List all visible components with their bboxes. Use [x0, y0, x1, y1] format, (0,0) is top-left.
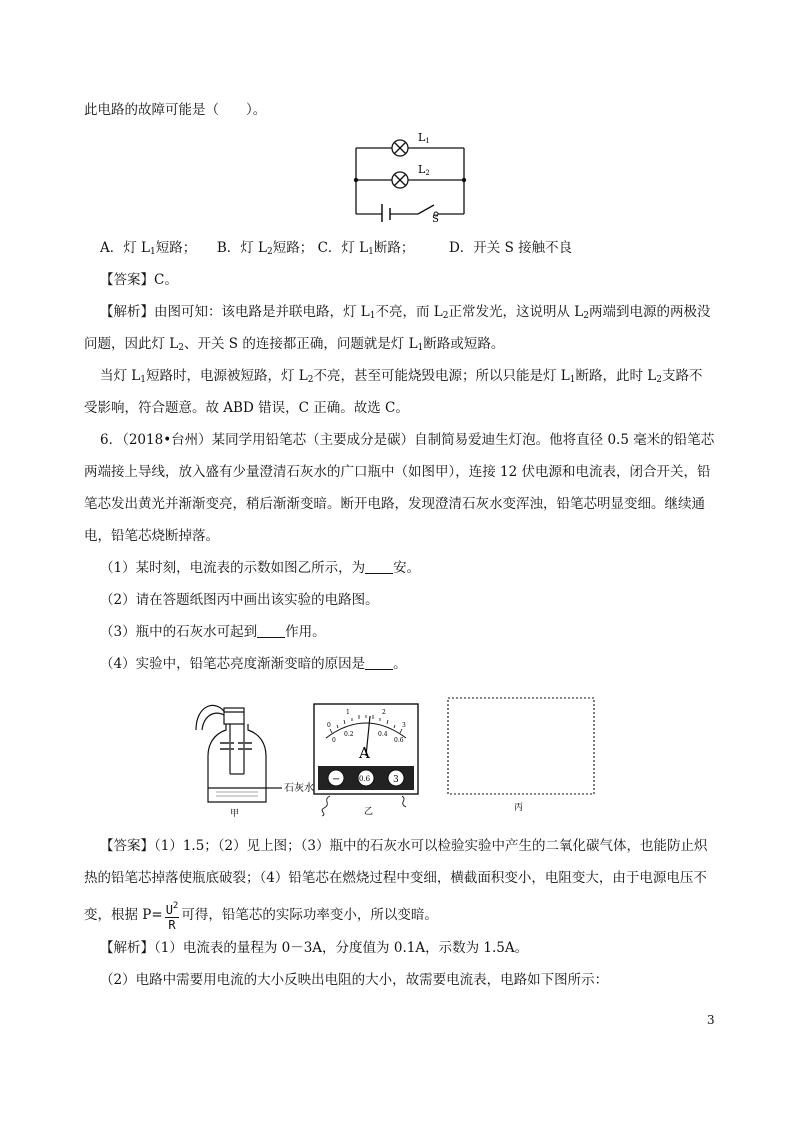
q6-stem-line1: 6．（2018•台州）某同学用铅笔芯（主要成分是碳）自制简易爱迪生灯泡。他将直径 0.5 毫米的铅笔芯	[100, 432, 715, 448]
q5-options	[100, 238, 572, 262]
answer-blank	[257, 623, 285, 638]
option-c: C．灯 $L_1$断路；	[317, 240, 415, 257]
q6-analysis-line1: 【解析】（1）电流表的量程为 0－3A，分度值为 0.1A，示数为 1.5A。	[100, 940, 529, 956]
svg-text:−: −	[332, 774, 341, 785]
svg-text:1: 1	[346, 709, 350, 716]
ammeter-icon	[314, 704, 418, 794]
q6-sub1: （1）某时刻，电流表的示数如图乙所示，为 安。	[100, 560, 421, 576]
svg-text:3: 3	[402, 722, 406, 729]
option-a: A．灯 $L_1$短路；	[100, 240, 197, 257]
q6-stem-line4: 电，铅笔芯烧断掉落。	[84, 528, 219, 544]
q6-analysis-line2: （2）电路中需要用电流的大小反映出电阻的大小，故需要电流表，电路如下图所示：	[100, 972, 609, 988]
q6-sub4: （4）实验中，铅笔芯亮度渐渐变暗的原因是 。	[100, 656, 407, 672]
q5-analysis-line4: 受影响，符合题意。故 ABD 错误，C 正确。故选 C。	[84, 400, 409, 416]
svg-text:S: S	[432, 214, 439, 222]
option-b: B．灯 $L_2$短路；	[216, 240, 314, 257]
meter-letter: A	[359, 744, 370, 762]
q6-figure	[186, 690, 606, 820]
figure-jia-label: 甲	[230, 809, 240, 819]
circuit-drawing-box	[448, 698, 594, 794]
svg-text:2: 2	[382, 709, 386, 716]
q5-stem: 此电路的故障可能是（ ）。	[84, 102, 267, 118]
svg-text:0.2: 0.2	[344, 731, 354, 738]
q5-answer: 【答案】C。	[100, 272, 178, 288]
figure-bing-label: 丙	[514, 803, 524, 813]
flask-jar-icon	[196, 705, 282, 802]
q6-stem-line3: 笔芯发出黄光并渐渐变亮，稍后渐渐变暗。断开电路，发现澄清石灰水变浑浊，铅笔芯明显变细。继续通	[84, 496, 705, 512]
q5-analysis-line3: 当灯 $L_1$短路时，电源被短路，灯 $L_2$不亮，甚至可能烧毁电源；所以只能是灯 $L_1$断路，此时 $L_2$支路不	[100, 368, 703, 385]
svg-text:0: 0	[332, 737, 336, 744]
q6-answer-line1: 【答案】（1）1.5；（2）见上图；（3）瓶中的石灰水可以检验实验中产生的二氧化碳气体，也能防止炽	[100, 838, 708, 854]
answer-blank	[365, 655, 393, 670]
q5-circuit-diagram	[348, 126, 472, 222]
svg-text:0.6: 0.6	[359, 775, 371, 783]
q6-answer-line3: 变，根据 P= $\frac{U^2}{R}$ 可得，铅笔芯的实际功率变小，所以变暗。	[84, 901, 438, 932]
q6-sub2: （2）请在答题纸图丙中画出该实验的电路图。	[100, 592, 379, 608]
page-number: 3	[707, 1013, 715, 1027]
svg-text:3: 3	[393, 775, 399, 785]
lamp-l1-icon	[392, 140, 408, 156]
q5-analysis-line2: 问题，因此灯 $L_2$、开关 S 的连接都正确，问题就是灯 $L_1$断路或短路。	[84, 336, 505, 353]
battery-icon	[382, 204, 390, 222]
power-formula-fraction: $\frac{U^2}{R}$	[165, 901, 179, 932]
svg-text:0: 0	[327, 722, 331, 729]
svg-text:0.4: 0.4	[378, 731, 388, 738]
option-d: D．开关 S 接触不良	[448, 240, 573, 256]
limewater-label: 石灰水	[284, 783, 314, 794]
svg-text:L1: L1	[418, 131, 430, 145]
svg-text:0.6: 0.6	[394, 737, 404, 744]
figure-yi-label: 乙	[364, 807, 374, 817]
q6-sub3: （3）瓶中的石灰水可起到 作用。	[100, 624, 326, 640]
q5-analysis-line1: 【解析】由图可知：该电路是并联电路，灯 $L_1$不亮，而 $L_2$正常发光，这说明从 $L_2$两端到电源的两极没	[100, 304, 711, 321]
svg-text:L2: L2	[418, 163, 430, 177]
lamp-l2-icon	[392, 172, 408, 188]
answer-blank	[365, 559, 393, 574]
q6-answer-line2: 热的铅笔芯掉落使瓶底破裂；（4）铅笔芯在燃烧过程中变细，横截面积变小，电阻变大，由于电源电压不	[84, 870, 707, 886]
q6-stem-line2: 两端接上导线，放入盛有少量澄清石灰水的广口瓶中（如图甲），连接 12 伏电源和电流表，闭合开关，铅	[84, 464, 711, 480]
